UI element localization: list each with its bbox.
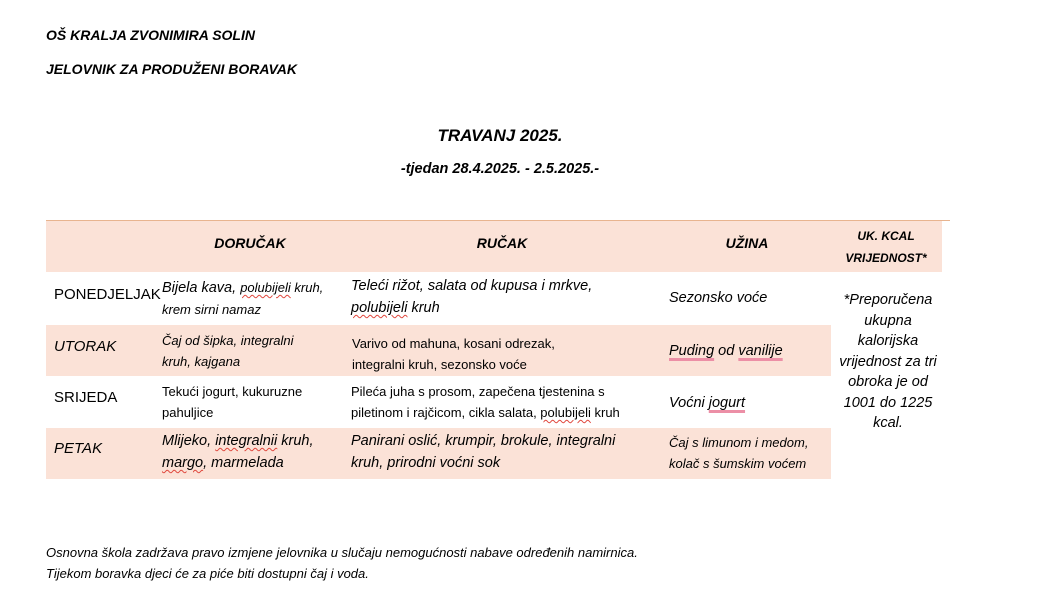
col-header-snack: UŽINA <box>725 235 769 251</box>
kcal-header-line1: UK. KCAL <box>857 229 915 243</box>
school-name: OŠ KRALJA ZVONIMIRA SOLIN <box>46 27 255 43</box>
kcal-note: *Preporučena ukupna kalorijska vrijednost za tri obroka je od 1001 do 1225 kcal. <box>839 292 937 431</box>
text-part: kruh, <box>277 433 314 449</box>
footer-note-1: Osnovna škola zadržava pravo izmjene jelovnika u slučaju nemogućnosti nabave određenih namirnica. <box>46 545 638 560</box>
col-header-kcal <box>832 225 940 269</box>
text-part: kruh <box>407 300 440 316</box>
snack-utorak <box>669 340 783 362</box>
text-part: kruh <box>590 405 620 420</box>
month-title: TRAVANJ 2025. <box>437 126 563 145</box>
text-part: polubijeli <box>351 300 408 316</box>
text-part: margo <box>162 455 204 471</box>
text-part: polubijeli <box>240 280 291 295</box>
lunch-utorak <box>352 333 555 375</box>
text-part: Mlijeko, <box>162 433 216 449</box>
col-header-breakfast: DORUČAK <box>214 235 286 251</box>
text-part: Voćni <box>669 395 709 411</box>
text-part: Puding <box>669 343 715 359</box>
text-part: kruh, kajgana <box>162 354 241 369</box>
text-part: polubijeli <box>540 405 591 420</box>
breakfast-srijeda <box>162 381 302 423</box>
snack-srijeda <box>669 392 745 414</box>
text-part: Čaj od šipka, integralni <box>162 333 294 348</box>
text-part: piletinom i rajčicom, cikla salata, <box>351 405 541 420</box>
day-petak: PETAK <box>54 440 103 457</box>
text-part: jogurt <box>708 395 746 411</box>
text-part: kruh, <box>290 280 324 295</box>
lunch-ponedjeljak <box>351 275 592 319</box>
breakfast-petak <box>162 430 314 474</box>
text-part: Varivo od mahuna, kosani odrezak, <box>352 336 555 351</box>
text-part: , marmelada <box>203 455 284 471</box>
text-part: Teleći rižot, salata od kupusa i mrkve, <box>351 278 593 294</box>
week-range: -tjedan 28.4.2025. - 2.5.2025.- <box>400 161 600 177</box>
day-srijeda: SRIJEDA <box>54 389 118 406</box>
text-part: Panirani oslić, krumpir, brokule, integralni <box>351 433 616 449</box>
footer-note-2: Tijekom boravka djeci će za piće biti dostupni čaj i voda. <box>46 566 369 581</box>
kcal-header-line2: VRIJEDNOST* <box>845 251 927 265</box>
text-part: Tekući jogurt, kukuruzne <box>162 384 303 399</box>
lunch-petak <box>351 430 615 474</box>
text-part: od <box>714 343 739 359</box>
day-utorak: UTORAK <box>54 338 117 355</box>
text-part: vanilije <box>738 343 783 359</box>
text-part: Bijela kava, <box>162 280 241 296</box>
col-header-lunch: RUČAK <box>476 235 528 251</box>
text-part: kruh, prirodni voćni sok <box>351 455 501 471</box>
text-part: krem sirni namaz <box>162 302 261 317</box>
lunch-srijeda <box>351 381 620 423</box>
text-part: integralnii <box>215 433 278 449</box>
text-part: Pileća juha s prosom, zapečena tjestenina s <box>351 384 605 399</box>
breakfast-ponedjeljak <box>162 277 323 320</box>
menu-title: JELOVNIK ZA PRODUŽENI BORAVAK <box>46 61 297 77</box>
day-ponedjeljak: PONEDJELJAK <box>54 286 161 303</box>
text-part: pahuljice <box>162 405 214 420</box>
text-part: Čaj s limunom i medom, <box>669 435 809 450</box>
snack-petak <box>669 432 808 474</box>
snack-ponedjeljak: Sezonsko voće <box>669 290 768 306</box>
text-part: integralni kruh, sezonsko voće <box>352 357 527 372</box>
breakfast-utorak <box>162 330 294 372</box>
text-part: kolač s šumskim voćem <box>669 456 807 471</box>
